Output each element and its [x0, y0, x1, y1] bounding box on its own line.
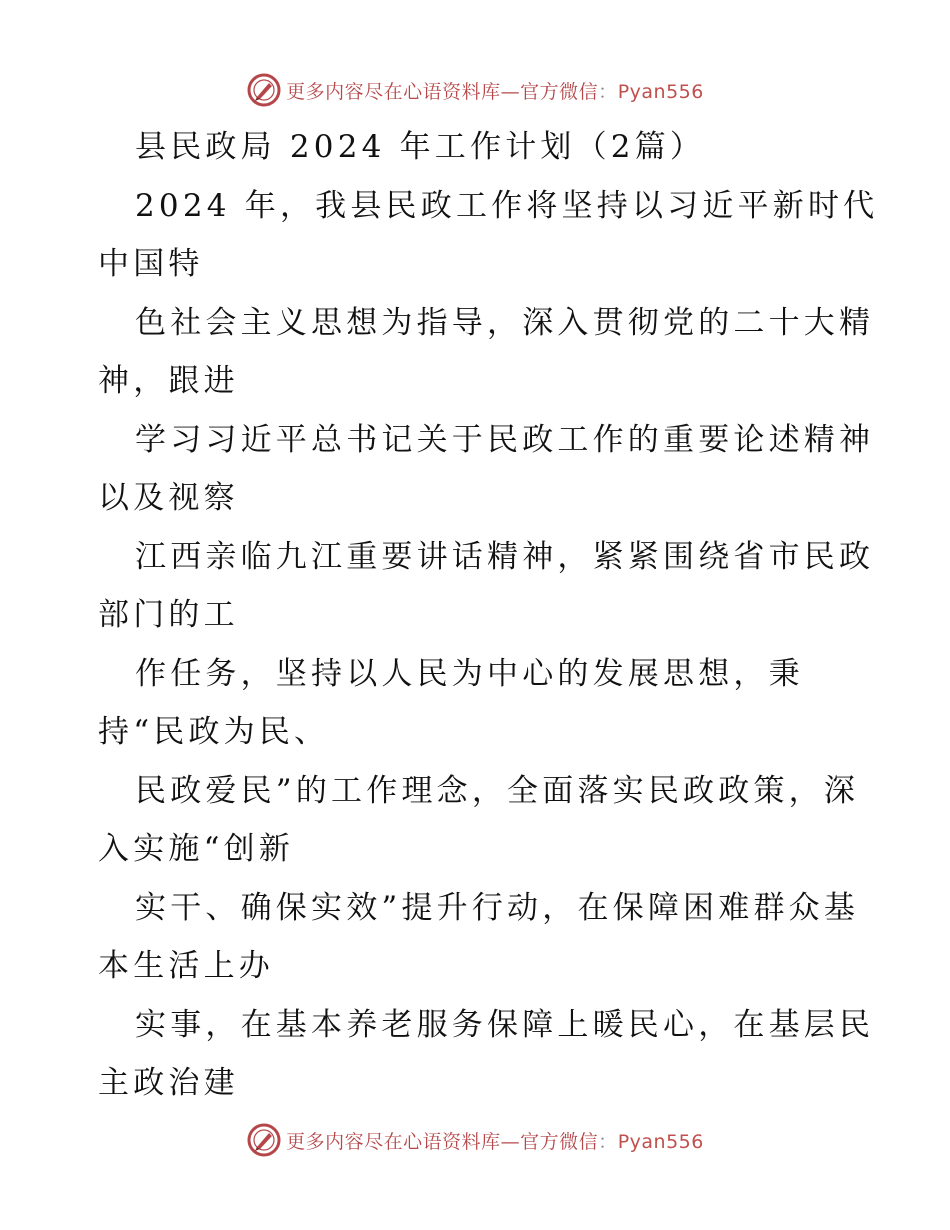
watermark-prefix: 更多内容尽在心语资料库 — [286, 1130, 501, 1153]
document-title: 县民政局 2024 年工作计划（2篇） — [135, 129, 706, 165]
paragraph-line: 以及视察 — [98, 480, 239, 516]
pen-circle-logo-icon — [246, 1122, 282, 1158]
watermark-separator: ： — [598, 1130, 618, 1153]
watermark-separator: ： — [598, 80, 618, 103]
watermark-text — [286, 1127, 704, 1154]
watermark-text — [286, 77, 704, 104]
watermark-prefix: 更多内容尽在心语资料库 — [286, 80, 501, 103]
paragraph-line: 主政治建 — [98, 1065, 239, 1101]
header-watermark — [0, 70, 950, 110]
paragraph-line: 学习习近平总书记关于民政工作的重要论述精神 — [135, 422, 875, 458]
paragraph-line: 入实施“创新 — [98, 831, 295, 867]
pen-circle-logo-icon — [246, 72, 282, 108]
paragraph-line: 江西亲临九江重要讲话精神，紧紧围绕省市民政 — [135, 539, 875, 575]
paragraph-line: 神，跟进 — [98, 363, 239, 399]
paragraph-line: 部门的工 — [98, 597, 239, 633]
watermark-channel: 官方微信 — [520, 80, 599, 103]
paragraph-line: 民政爱民”的工作理念，全面落实民政政策，深 — [135, 773, 860, 809]
paragraph-line: 实事，在基本养老服务保障上暖民心，在基层民 — [135, 1007, 875, 1043]
paragraph-line: 中国特 — [98, 246, 204, 282]
paragraph-line: 作任务，坚持以人民为中心的发展思想，秉 — [135, 656, 804, 692]
paragraph-line: 本生活上办 — [98, 948, 274, 984]
watermark-account: Pyan556 — [617, 80, 704, 103]
paragraph-line: 实干、确保实效”提升行动，在保障困难群众基 — [135, 890, 860, 926]
paragraph-line: 2024 年，我县民政工作将坚持以习近平新时代 — [135, 188, 879, 224]
watermark-channel: 官方微信 — [520, 1130, 599, 1153]
paragraph-line: 持“民政为民、 — [98, 714, 330, 750]
watermark-dash: — — [500, 80, 521, 103]
watermark-account: Pyan556 — [617, 1130, 704, 1153]
paragraph-line: 色社会主义思想为指导，深入贯彻党的二十大精 — [135, 305, 875, 341]
footer-watermark — [0, 1120, 950, 1160]
watermark-dash: — — [500, 1130, 521, 1153]
